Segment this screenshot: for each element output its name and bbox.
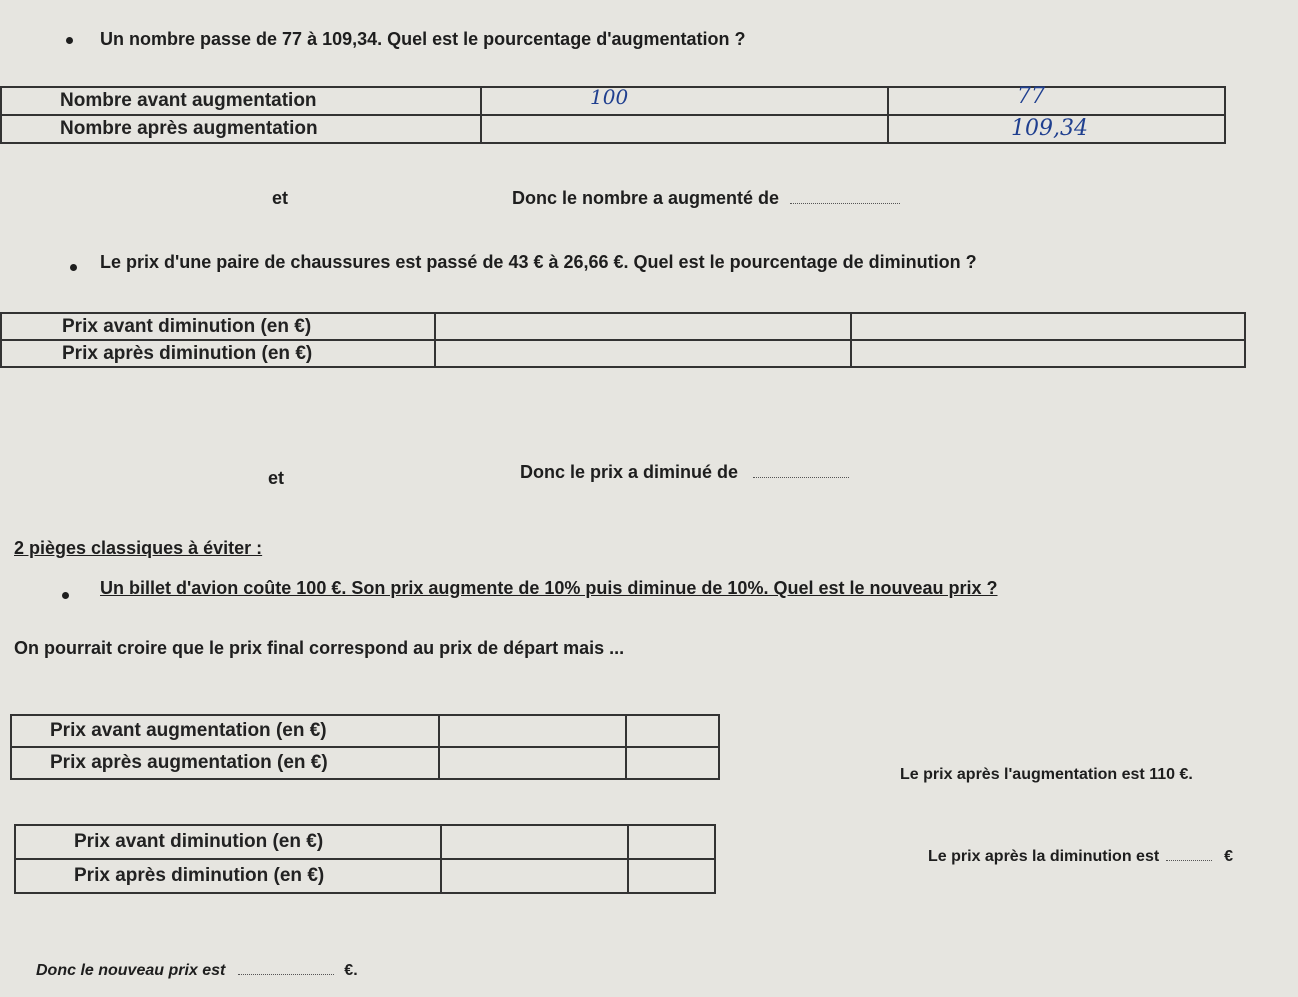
q2-conclusion <box>520 462 849 483</box>
pitfalls-question: Un billet d'avion coûte 100 €. Son prix augmente de 10% puis diminue de 10%. Quel est le nouveau prix ? <box>100 578 998 598</box>
table-q2-row1-col3[interactable] <box>851 313 1245 340</box>
handwritten-77: 77 <box>1017 84 1045 109</box>
table-dim-row2-label: Prix après diminution (en €) <box>15 859 441 893</box>
table-q2 <box>0 312 1246 368</box>
table-dim-row2-col3[interactable] <box>628 859 715 893</box>
table-q1-row2-col3[interactable] <box>888 115 1225 143</box>
handwritten-109-34: 109,34 <box>1011 116 1088 141</box>
table-aug-row2-label: Prix après augmentation (en €) <box>11 747 439 779</box>
bullet-icon <box>66 37 73 44</box>
table-aug-row2-col2[interactable] <box>439 747 626 779</box>
final-answer-unit: €. <box>344 962 358 979</box>
table-augmentation <box>10 714 720 780</box>
final-answer-text: Donc le nouveau prix est <box>36 962 226 979</box>
q1-answer-blank[interactable] <box>790 189 900 204</box>
table-dim-row2-col2[interactable] <box>441 859 628 893</box>
table-aug-row1-col2[interactable] <box>439 715 626 747</box>
table-q2-row2-label: Prix après diminution (en €) <box>1 340 435 367</box>
table-diminution <box>14 824 716 894</box>
pitfalls-belief: On pourrait croire que le prix final correspond au prix de départ mais ... <box>14 638 625 658</box>
aug-note: Le prix après l'augmentation est 110 €. <box>900 766 1193 783</box>
dim-note-text: Le prix après la diminution est <box>928 848 1160 865</box>
question-2: Le prix d'une paire de chaussures est passé de 43 € à 26,66 €. Quel est le pourcentage de diminution ? <box>100 252 977 272</box>
table-aug-row2-col3[interactable] <box>626 747 719 779</box>
table-q2-row2-col3[interactable] <box>851 340 1245 367</box>
table-q2-row1-label: Prix avant diminution (en €) <box>1 313 435 340</box>
q1-conclusion <box>512 188 900 209</box>
pitfalls-heading: 2 pièges classiques à éviter : <box>14 538 263 558</box>
table-aug-row1-label: Prix avant augmentation (en €) <box>11 715 439 747</box>
table-q2-row2-col2[interactable] <box>435 340 851 367</box>
table-aug-row1-col3[interactable] <box>626 715 719 747</box>
table-q1 <box>0 86 1226 144</box>
q1-et: et <box>272 188 289 208</box>
dim-answer-blank[interactable] <box>1166 846 1212 861</box>
table-q1-row2-col2[interactable] <box>481 115 888 143</box>
final-answer <box>36 960 358 980</box>
q2-conclusion-text: Donc le prix a diminué de <box>520 462 739 482</box>
table-q1-row2-label: Nombre après augmentation <box>1 115 481 143</box>
dim-note-unit: € <box>1224 848 1233 865</box>
table-dim-row1-col2[interactable] <box>441 825 628 859</box>
q2-et: et <box>268 468 285 488</box>
table-dim-row1-label: Prix avant diminution (en €) <box>15 825 441 859</box>
dim-note <box>928 846 1233 866</box>
table-q1-row1-col2[interactable] <box>481 87 888 115</box>
table-q1-row1-label: Nombre avant augmentation <box>1 87 481 115</box>
bullet-icon <box>62 592 69 599</box>
question-1: Un nombre passe de 77 à 109,34. Quel est le pourcentage d'augmentation ? <box>100 29 746 49</box>
q1-conclusion-text: Donc le nombre a augmenté de <box>512 188 780 208</box>
table-q2-row1-col2[interactable] <box>435 313 851 340</box>
final-answer-blank[interactable] <box>238 960 334 975</box>
table-q1-row1-col3[interactable] <box>888 84 1225 115</box>
table-dim-row1-col3[interactable] <box>628 825 715 859</box>
handwritten-100: 100 <box>590 85 629 109</box>
q2-answer-blank[interactable] <box>753 463 849 478</box>
bullet-icon <box>70 264 77 271</box>
